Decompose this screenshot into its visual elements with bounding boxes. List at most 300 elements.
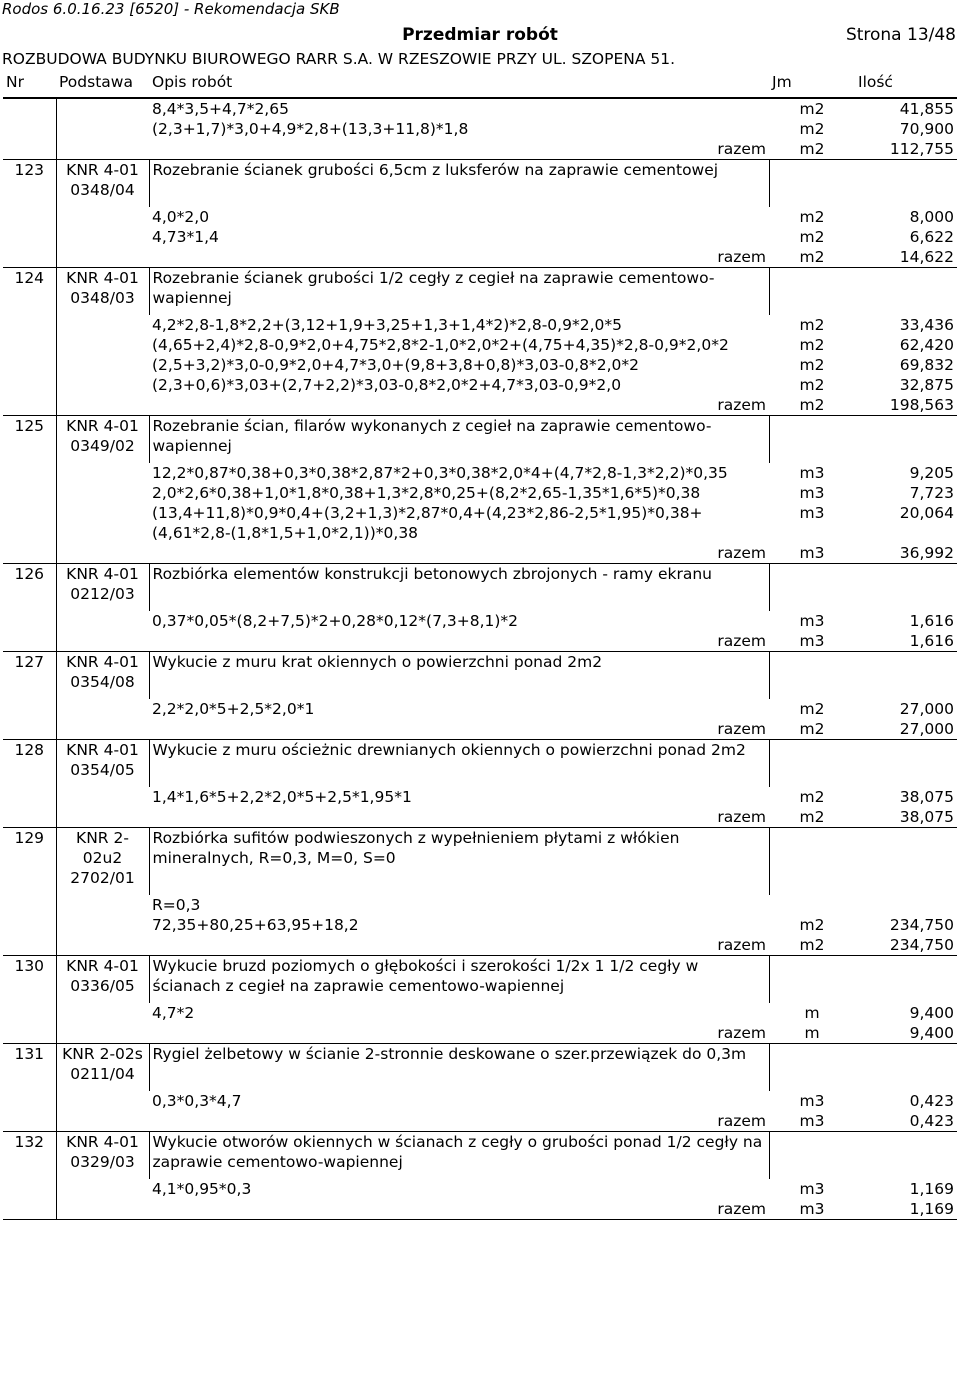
- spacer-cell: [769, 692, 855, 699]
- measurement-quantity: 32,875: [899, 376, 954, 394]
- basis-blank: [56, 543, 149, 564]
- measurement-row: [3, 611, 957, 631]
- measurement-quantity: 0,423: [909, 1092, 954, 1110]
- measurement-quantity: 234,750: [889, 916, 954, 934]
- measurement-quantity: 1,169: [909, 1180, 954, 1198]
- nr-blank: [3, 335, 56, 355]
- basis-blank: [56, 699, 149, 719]
- measurement-quantity: 41,855: [899, 100, 954, 118]
- spacer-cell: [149, 1172, 769, 1179]
- position-row: [3, 564, 957, 605]
- position-basis: KNR 4-01 0348/04: [56, 160, 149, 201]
- total-unit: m3: [769, 631, 855, 652]
- nr-blank: [3, 1023, 56, 1044]
- spacer-cell: [769, 1172, 855, 1179]
- total-label: razem: [149, 935, 769, 956]
- spacer-cell: [149, 456, 769, 463]
- position-basis: KNR 4-01 0329/03: [56, 1132, 149, 1173]
- spacer-cell: [3, 780, 56, 787]
- measurement-row: [3, 335, 957, 355]
- spacer-cell: [769, 604, 855, 611]
- position-quantity-blank: [855, 564, 957, 605]
- measurement-formula: 2,2*2,0*5+2,5*2,0*1: [152, 700, 315, 718]
- spacer-cell: [855, 604, 957, 611]
- position-unit-blank: [769, 160, 855, 201]
- measurement-unit: m2: [799, 356, 825, 374]
- spacer-cell: [56, 1084, 149, 1091]
- total-label: razem: [149, 1199, 769, 1220]
- position-basis: KNR 4-01 0354/08: [56, 652, 149, 693]
- measurement-row: [3, 787, 957, 807]
- measurement-row: [3, 915, 957, 935]
- column-header-opis: Opis robót: [149, 72, 769, 98]
- spacer-row: [3, 604, 957, 611]
- spacer-cell: [855, 780, 957, 787]
- position-description: Wykucie bruzd poziomych o głębokości i szerokości 1/2x 1 1/2 cegły w ścianach z cegieł na zaprawie cementowo-wapiennej: [149, 956, 769, 997]
- position-row: [3, 956, 957, 997]
- position-row: [3, 268, 957, 309]
- position-quantity-blank: [855, 1044, 957, 1085]
- position-basis: KNR 2-02s 0211/04: [56, 1044, 149, 1085]
- nr-blank: [3, 631, 56, 652]
- position-description: Rozebranie ścian, filarów wykonanych z cegieł na zaprawie cementowo-wapiennej: [149, 416, 769, 457]
- spacer-cell: [769, 996, 855, 1003]
- position-basis: KNR 4-01 0336/05: [56, 956, 149, 997]
- measurement-formula: 8,4*3,5+4,7*2,65: [152, 100, 289, 118]
- measurement-unit: m2: [799, 316, 825, 334]
- measurement-row: [3, 699, 957, 719]
- position-unit-blank: [769, 652, 855, 693]
- spacer-cell: [56, 888, 149, 895]
- measurement-row: [3, 98, 957, 119]
- nr-blank: [3, 1003, 56, 1023]
- total-unit: m2: [769, 807, 855, 828]
- total-quantity: 36,992: [855, 543, 957, 564]
- total-row: [3, 543, 957, 564]
- spacer-cell: [3, 200, 56, 207]
- nr-blank: [3, 119, 56, 139]
- total-row: [3, 395, 957, 416]
- nr-blank: [3, 807, 56, 828]
- measurement-quantity: 27,000: [899, 700, 954, 718]
- spacer-cell: [855, 888, 957, 895]
- table-body: [3, 98, 957, 1220]
- measurement-formula: 72,35+80,25+63,95+18,2: [152, 916, 359, 934]
- spacer-cell: [855, 1084, 957, 1091]
- measurement-formula: R=0,3: [152, 896, 201, 914]
- basis-blank: [56, 1003, 149, 1023]
- measurement-formula: (13,4+11,8)*0,9*0,4+(3,2+1,3)*2,87*0,4+(4,23*2,86-2,5*1,95)*0,38+(4,61*2,8-(1,8*1,5+1,0*2,1))*0,38: [152, 504, 703, 542]
- measurement-row: [3, 355, 957, 375]
- spacer-cell: [855, 456, 957, 463]
- position-description: Rygiel żelbetowy w ścianie 2-stronnie deskowane o szer.przewiązek do 0,3m: [149, 1044, 769, 1085]
- measurement-unit: m3: [799, 504, 825, 522]
- nr-blank: [3, 139, 56, 160]
- total-quantity: 38,075: [855, 807, 957, 828]
- total-quantity: 234,750: [855, 935, 957, 956]
- basis-blank: [56, 207, 149, 227]
- position-description: Wykucie otworów okiennych w ścianach z cegły o grubości ponad 1/2 cegły na zaprawie cementowo-wapiennej: [149, 1132, 769, 1173]
- spacer-cell: [855, 200, 957, 207]
- spacer-cell: [56, 604, 149, 611]
- measurement-quantity: [855, 895, 957, 915]
- total-unit: m2: [769, 935, 855, 956]
- nr-blank: [3, 483, 56, 503]
- basis-blank: [56, 1023, 149, 1044]
- spacer-row: [3, 780, 957, 787]
- nr-blank: [3, 1111, 56, 1132]
- column-header-ilosc: Ilość: [855, 72, 957, 98]
- spacer-cell: [56, 692, 149, 699]
- position-quantity-blank: [855, 740, 957, 781]
- spacer-cell: [855, 308, 957, 315]
- position-row: [3, 416, 957, 457]
- measurement-unit: m2: [799, 916, 825, 934]
- total-quantity: 0,423: [855, 1111, 957, 1132]
- basis-blank: [56, 895, 149, 915]
- spacer-cell: [3, 996, 56, 1003]
- spacer-cell: [769, 456, 855, 463]
- position-unit-blank: [769, 956, 855, 997]
- column-header-nr: Nr: [3, 72, 56, 98]
- total-label: razem: [149, 139, 769, 160]
- total-row: [3, 1023, 957, 1044]
- measurement-quantity: 62,420: [899, 336, 954, 354]
- measurement-row: [3, 207, 957, 227]
- total-row: [3, 1199, 957, 1220]
- basis-blank: [56, 631, 149, 652]
- measurement-quantity: 33,436: [899, 316, 954, 334]
- total-unit: m3: [769, 1111, 855, 1132]
- basis-blank: [56, 1179, 149, 1199]
- spacer-cell: [56, 200, 149, 207]
- basis-blank: [56, 719, 149, 740]
- measurement-formula: 1,4*1,6*5+2,2*2,0*5+2,5*1,95*1: [152, 788, 412, 806]
- measurement-row: [3, 1179, 957, 1199]
- spacer-row: [3, 888, 957, 895]
- basis-blank: [56, 375, 149, 395]
- position-number: 126: [3, 564, 56, 605]
- measurement-formula: 4,2*2,8-1,8*2,2+(3,12+1,9+3,25+1,3+1,4*2)*2,8-0,9*2,0*5: [152, 316, 622, 334]
- total-label: razem: [149, 631, 769, 652]
- nr-blank: [3, 1091, 56, 1111]
- nr-blank: [3, 935, 56, 956]
- spacer-cell: [3, 308, 56, 315]
- position-quantity-blank: [855, 1132, 957, 1173]
- basis-blank: [56, 395, 149, 416]
- position-number: 127: [3, 652, 56, 693]
- measurement-quantity: 70,900: [899, 120, 954, 138]
- spacer-row: [3, 200, 957, 207]
- basis-blank: [56, 611, 149, 631]
- spacer-cell: [769, 888, 855, 895]
- nr-blank: [3, 1179, 56, 1199]
- measurement-unit: m2: [799, 788, 825, 806]
- basis-blank: [56, 247, 149, 268]
- total-label: razem: [149, 395, 769, 416]
- position-basis: KNR 2-02u2 2702/01: [56, 828, 149, 889]
- spacer-cell: [855, 996, 957, 1003]
- total-label: razem: [149, 807, 769, 828]
- basis-blank: [56, 315, 149, 335]
- nr-blank: [3, 699, 56, 719]
- measurement-row: [3, 483, 957, 503]
- spacer-cell: [769, 308, 855, 315]
- nr-blank: [3, 611, 56, 631]
- measurement-formula: (4,65+2,4)*2,8-0,9*2,0+4,75*2,8*2-1,0*2,0*2+(4,75+4,35)*2,8-0,9*2,0*2: [152, 336, 729, 354]
- position-description: Rozbiórka sufitów podwieszonych z wypełnieniem płytami z włókien mineralnych, R=0,3, M=0, S=0: [149, 828, 769, 889]
- basis-blank: [56, 119, 149, 139]
- basis-blank: [56, 335, 149, 355]
- app-title: Rodos 6.0.16.23 [6520] - Rekomendacja SKB: [2, 0, 340, 18]
- position-number: 124: [3, 268, 56, 309]
- spacer-cell: [149, 780, 769, 787]
- measurement-quantity: 6,622: [909, 228, 954, 246]
- position-quantity-blank: [855, 268, 957, 309]
- total-unit: m3: [769, 543, 855, 564]
- total-quantity: 1,169: [855, 1199, 957, 1220]
- total-row: [3, 1111, 957, 1132]
- basis-blank: [56, 355, 149, 375]
- measurement-row: [3, 119, 957, 139]
- total-quantity: 14,622: [855, 247, 957, 268]
- position-quantity-blank: [855, 416, 957, 457]
- nr-blank: [3, 315, 56, 335]
- basis-blank: [56, 1111, 149, 1132]
- spacer-cell: [56, 456, 149, 463]
- position-number: 132: [3, 1132, 56, 1173]
- measurement-quantity: 20,064: [899, 504, 954, 522]
- position-basis: KNR 4-01 0348/03: [56, 268, 149, 309]
- spacer-cell: [149, 604, 769, 611]
- position-unit-blank: [769, 416, 855, 457]
- measurement-unit: m2: [799, 100, 825, 118]
- measurement-formula: 4,73*1,4: [152, 228, 219, 246]
- position-basis: KNR 4-01 0349/02: [56, 416, 149, 457]
- table-header-row: [3, 72, 957, 98]
- position-description: Rozebranie ścianek grubości 1/2 cegły z cegieł na zaprawie cementowo-wapiennej: [149, 268, 769, 309]
- spacer-cell: [3, 1084, 56, 1091]
- position-unit-blank: [769, 828, 855, 889]
- total-quantity: 1,616: [855, 631, 957, 652]
- measurement-formula: 4,1*0,95*0,3: [152, 1180, 252, 1198]
- spacer-cell: [149, 1084, 769, 1091]
- spacer-row: [3, 456, 957, 463]
- nr-blank: [3, 355, 56, 375]
- measurement-unit: m2: [799, 208, 825, 226]
- nr-blank: [3, 787, 56, 807]
- total-row: [3, 807, 957, 828]
- basis-blank: [56, 915, 149, 935]
- spacer-row: [3, 692, 957, 699]
- position-description: Rozebranie ścianek grubości 6,5cm z luksferów na zaprawie cementowej: [149, 160, 769, 201]
- spacer-cell: [149, 996, 769, 1003]
- basis-blank: [56, 1091, 149, 1111]
- measurement-unit: m3: [799, 612, 825, 630]
- total-label: razem: [149, 543, 769, 564]
- measurement-formula: (2,3+1,7)*3,0+4,9*2,8+(13,3+11,8)*1,8: [152, 120, 469, 138]
- spacer-cell: [149, 888, 769, 895]
- position-number: 123: [3, 160, 56, 201]
- przedmiar-table: [3, 72, 957, 1220]
- position-row: [3, 740, 957, 781]
- position-number: 129: [3, 828, 56, 889]
- column-header-jm: Jm: [769, 72, 855, 98]
- basis-blank: [56, 98, 149, 119]
- position-number: 130: [3, 956, 56, 997]
- project-name: ROZBUDOWA BUDYNKU BIUROWEGO RARR S.A. W RZESZOWIE PRZY UL. SZOPENA 51.: [2, 50, 676, 68]
- nr-blank: [3, 543, 56, 564]
- position-row: [3, 1132, 957, 1173]
- measurement-quantity: 7,723: [909, 484, 954, 502]
- nr-blank: [3, 207, 56, 227]
- total-label: razem: [149, 247, 769, 268]
- measurement-quantity: 38,075: [899, 788, 954, 806]
- spacer-row: [3, 308, 957, 315]
- measurement-quantity: 8,000: [909, 208, 954, 226]
- basis-blank: [56, 503, 149, 543]
- measurement-quantity: 9,205: [909, 464, 954, 482]
- nr-blank: [3, 719, 56, 740]
- spacer-cell: [3, 888, 56, 895]
- measurement-formula: 0,37*0,05*(8,2+7,5)*2+0,28*0,12*(7,3+8,1)*2: [152, 612, 519, 630]
- measurement-formula: 4,0*2,0: [152, 208, 210, 226]
- measurement-row: [3, 1091, 957, 1111]
- measurement-formula: (2,5+3,2)*3,0-0,9*2,0+4,7*3,0+(9,8+3,8+0,8)*3,03-0,8*2,0*2: [152, 356, 639, 374]
- total-label: razem: [149, 1111, 769, 1132]
- measurement-unit: m3: [799, 484, 825, 502]
- measurement-formula: (2,3+0,6)*3,03+(2,7+2,2)*3,03-0,8*2,0*2+4,7*3,03-0,9*2,0: [152, 376, 622, 394]
- position-basis: KNR 4-01 0212/03: [56, 564, 149, 605]
- measurement-row: [3, 375, 957, 395]
- spacer-cell: [56, 308, 149, 315]
- nr-blank: [3, 1199, 56, 1220]
- nr-blank: [3, 375, 56, 395]
- spacer-cell: [855, 692, 957, 699]
- total-row: [3, 719, 957, 740]
- total-quantity: 112,755: [855, 139, 957, 160]
- spacer-cell: [56, 996, 149, 1003]
- total-quantity: 198,563: [855, 395, 957, 416]
- nr-blank: [3, 463, 56, 483]
- total-unit: m2: [769, 247, 855, 268]
- position-unit-blank: [769, 1132, 855, 1173]
- total-quantity: 27,000: [855, 719, 957, 740]
- total-unit: m2: [769, 139, 855, 160]
- position-unit-blank: [769, 268, 855, 309]
- position-number: 128: [3, 740, 56, 781]
- page-number: Strona 13/48: [845, 25, 956, 45]
- position-row: [3, 828, 957, 889]
- measurement-unit: m3: [799, 464, 825, 482]
- nr-blank: [3, 227, 56, 247]
- position-number: 131: [3, 1044, 56, 1085]
- spacer-row: [3, 996, 957, 1003]
- spacer-cell: [3, 1172, 56, 1179]
- measurement-row: [3, 1003, 957, 1023]
- spacer-cell: [769, 780, 855, 787]
- total-unit: m2: [769, 719, 855, 740]
- spacer-cell: [769, 1084, 855, 1091]
- nr-blank: [3, 503, 56, 543]
- measurement-row: [3, 503, 957, 543]
- basis-blank: [56, 935, 149, 956]
- measurement-formula: 4,7*2: [152, 1004, 195, 1022]
- measurement-quantity: 9,400: [909, 1004, 954, 1022]
- measurement-unit: m: [804, 1004, 820, 1022]
- position-unit-blank: [769, 564, 855, 605]
- total-row: [3, 139, 957, 160]
- total-row: [3, 935, 957, 956]
- basis-blank: [56, 139, 149, 160]
- basis-blank: [56, 807, 149, 828]
- measurement-unit: m2: [799, 120, 825, 138]
- nr-blank: [3, 98, 56, 119]
- measurement-unit: [769, 895, 855, 915]
- position-description: Rozbiórka elementów konstrukcji betonowych zbrojonych - ramy ekranu: [149, 564, 769, 605]
- total-unit: m2: [769, 395, 855, 416]
- basis-blank: [56, 227, 149, 247]
- spacer-cell: [149, 692, 769, 699]
- spacer-cell: [769, 200, 855, 207]
- position-description: Wykucie z muru krat okiennych o powierzchni ponad 2m2: [149, 652, 769, 693]
- basis-blank: [56, 787, 149, 807]
- nr-blank: [3, 895, 56, 915]
- position-quantity-blank: [855, 828, 957, 889]
- nr-blank: [3, 915, 56, 935]
- spacer-cell: [3, 604, 56, 611]
- position-quantity-blank: [855, 956, 957, 997]
- position-description: Wykucie z muru ościeżnic drewnianych okiennych o powierzchni ponad 2m2: [149, 740, 769, 781]
- basis-blank: [56, 463, 149, 483]
- measurement-unit: m2: [799, 376, 825, 394]
- position-unit-blank: [769, 740, 855, 781]
- basis-blank: [56, 483, 149, 503]
- measurement-quantity: 1,616: [909, 612, 954, 630]
- total-row: [3, 247, 957, 268]
- position-row: [3, 1044, 957, 1085]
- position-row: [3, 652, 957, 693]
- total-unit: m3: [769, 1199, 855, 1220]
- spacer-row: [3, 1084, 957, 1091]
- position-row: [3, 160, 957, 201]
- measurement-unit: m2: [799, 700, 825, 718]
- spacer-cell: [149, 308, 769, 315]
- position-quantity-blank: [855, 160, 957, 201]
- measurement-unit: m3: [799, 1180, 825, 1198]
- measurement-unit: m3: [799, 1092, 825, 1110]
- position-basis: KNR 4-01 0354/05: [56, 740, 149, 781]
- spacer-cell: [3, 692, 56, 699]
- measurement-row: [3, 463, 957, 483]
- measurement-formula: 2,0*2,6*0,38+1,0*1,8*0,38+1,3*2,8*0,25+(8,2*2,65-1,35*1,6*5)*0,38: [152, 484, 701, 502]
- position-unit-blank: [769, 1044, 855, 1085]
- position-number: 125: [3, 416, 56, 457]
- spacer-row: [3, 1172, 957, 1179]
- spacer-cell: [3, 456, 56, 463]
- measurement-row: [3, 315, 957, 335]
- measurement-formula: 12,2*0,87*0,38+0,3*0,38*2,87*2+0,3*0,38*2,0*4+(4,7*2,8-1,3*2,2)*0,35: [152, 464, 728, 482]
- total-label: razem: [149, 1023, 769, 1044]
- spacer-cell: [56, 1172, 149, 1179]
- spacer-cell: [855, 1172, 957, 1179]
- column-header-podstawa: Podstawa: [56, 72, 149, 98]
- nr-blank: [3, 247, 56, 268]
- note-row: [3, 895, 957, 915]
- total-row: [3, 631, 957, 652]
- measurement-unit: m2: [799, 228, 825, 246]
- position-quantity-blank: [855, 652, 957, 693]
